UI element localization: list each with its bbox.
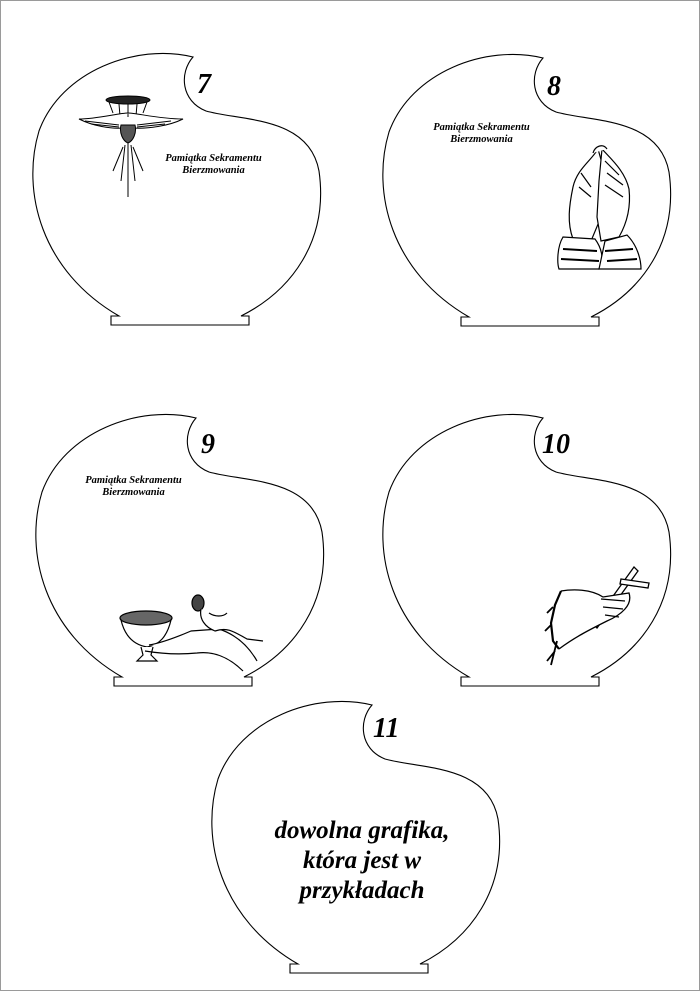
- plaque-10-number: 10: [542, 429, 570, 460]
- plaque-11-text-line2: która jest w: [302, 847, 422, 874]
- plaque-9-caption-line1: Pamiątka Sekramentu: [85, 475, 182, 486]
- plaque-9-caption: [71, 475, 196, 499]
- plaque-11-text-line3: przykładach: [299, 877, 425, 904]
- holy-spirit-dove-icon: [79, 96, 183, 197]
- plaque-8-caption: [419, 122, 544, 146]
- plaque-11-number: 11: [373, 713, 400, 744]
- plaque-9-caption-line2: Bierzmowania: [102, 487, 165, 498]
- plaque-11-text-line1: dowolna grafika,: [274, 817, 450, 844]
- plaque-7-outline: [33, 53, 321, 325]
- plaque-11-text: [237, 816, 487, 906]
- plaque-8-caption-line2: Bierzmowania: [450, 134, 513, 145]
- praying-hands-icon: [558, 146, 641, 269]
- chalice-host-hands-icon: [120, 595, 263, 671]
- plaque-7-caption: [151, 153, 276, 177]
- plaque-7-number: 7: [197, 69, 211, 100]
- plaque-7-caption-line1: Pamiątka Sekramentu: [165, 153, 262, 164]
- hand-holding-cross-icon: [545, 567, 649, 665]
- plaque-10-outline: [383, 414, 671, 686]
- plaque-8-number: 8: [547, 71, 561, 102]
- plaque-7-caption-line2: Bierzmowania: [182, 165, 245, 176]
- plaque-8-caption-line1: Pamiątka Sekramentu: [433, 122, 530, 133]
- plaque-9-number: 9: [201, 429, 215, 460]
